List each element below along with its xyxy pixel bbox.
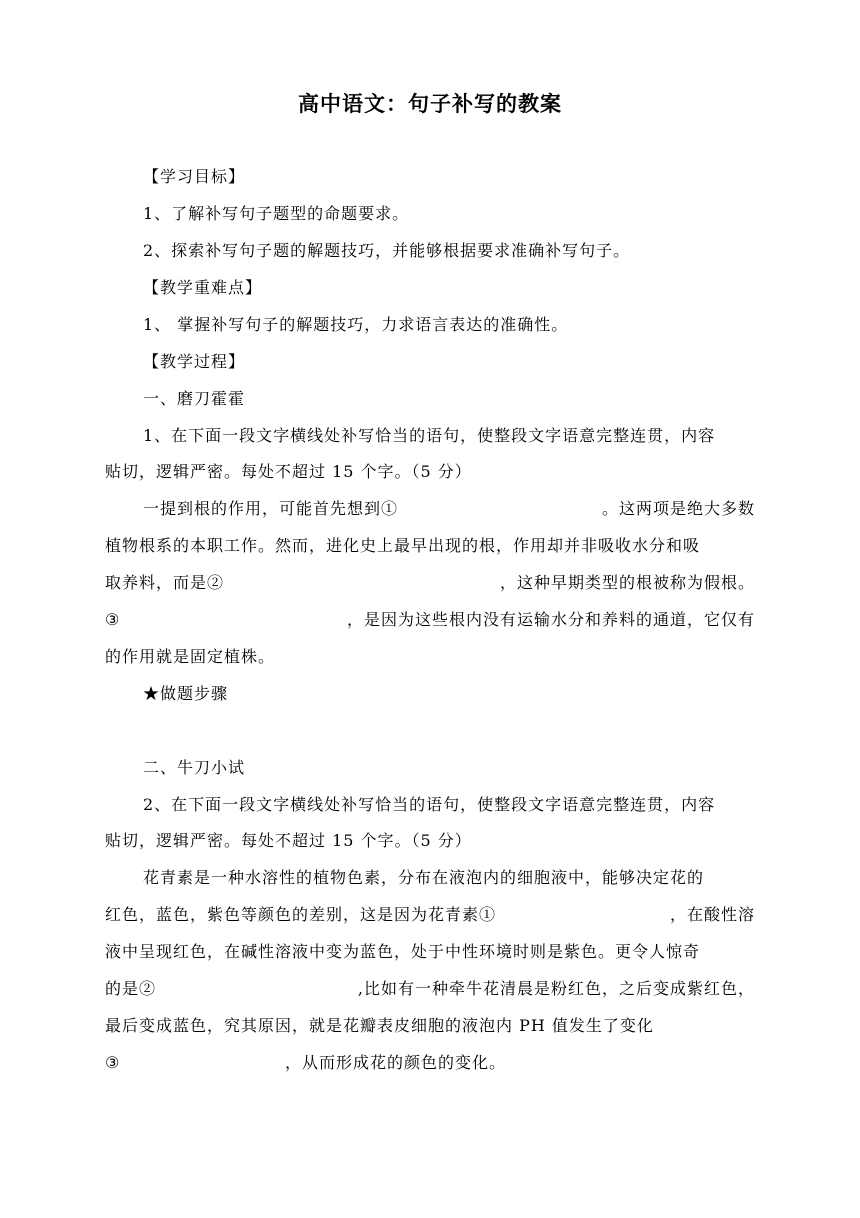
p2-line-6-text-b: ，从而形成花的颜色的变化。 [285, 1053, 507, 1072]
q2-stem-line-1: 2、在下面一段文字横线处补写恰当的语句，使整段文字语意完整连贯，内容 [143, 795, 716, 814]
p2-line-2-text-b: ，在酸性溶 [669, 905, 755, 924]
process-heading: 【教学过程】 [143, 352, 246, 371]
p2-line-5: 最后变成蓝色，究其原因，就是花瓣表皮细胞的液泡内 PH 值发生了变化 [105, 1016, 654, 1035]
p1-line-5: 的作用就是固定植株。 [105, 647, 276, 666]
p1-line-3-text-a: 取养料，而是② [105, 573, 225, 592]
p1-line-2: 植物根系的本职工作。然而，进化史上最早出现的根，作用却并非吸收水分和吸 [105, 536, 701, 555]
p2-line-6-text-a: ③ [105, 1053, 121, 1072]
p1-line-1-text-b: 。这两项是绝大多数 [601, 499, 755, 518]
p1-line-4-text-a: ③ [105, 610, 121, 629]
p2-line-2 [105, 904, 755, 926]
p2-line-4-text-b: ,比如有一种牵牛花清晨是粉红色，之后变成紫红色， [357, 979, 755, 998]
p1-line-4-text-b: ，是因为这些根内没有运输水分和养料的通道，它仅有 [346, 610, 755, 629]
p1-line-1-text-a: 一提到根的作用，可能首先想到① [143, 499, 399, 518]
part2-heading: 二、牛刀小试 [143, 758, 246, 777]
goal-1: 1、了解补写句子题型的命题要求。 [143, 204, 410, 223]
p2-line-6 [105, 1052, 755, 1074]
q2-stem-line-2: 贴切，逻辑严密。每处不超过 15 个字。（5 分） [105, 831, 472, 850]
p2-line-4-text-a: 的是② [105, 979, 157, 998]
p1-line-1 [143, 498, 755, 520]
p1-line-4 [105, 609, 755, 631]
q1-stem-line-2: 贴切，逻辑严密。每处不超过 15 个字。（5 分） [105, 462, 472, 481]
goal-2: 2、探索补写句子题的解题技巧，并能够根据要求准确补写句子。 [143, 241, 631, 260]
goals-heading: 【学习目标】 [143, 167, 246, 186]
key-1: 1、 掌握补写句子的解题技巧，力求语言表达的准确性。 [143, 315, 569, 334]
page-title: 高中语文：句子补写的教案 [298, 92, 562, 116]
q1-stem-line-1 [143, 425, 755, 447]
p1-line-3 [105, 572, 755, 594]
p2-line-1: 花青素是一种水溶性的植物色素，分布在液泡内的细胞液中，能够决定花的 [143, 868, 705, 887]
p2-line-3: 液中呈现红色，在碱性溶液中变为蓝色，处于中性环境时则是紫色。更令人惊奇 [105, 942, 701, 961]
key-heading: 【教学重难点】 [143, 278, 263, 297]
q1-stem-text-1: 1、在下面一段文字横线处补写恰当的语句，使整段文字语意完整连贯，内容 [143, 426, 716, 445]
p2-line-2-text-a: 红色，蓝色，紫色等颜色的差别，这是因为花青素① [105, 905, 497, 924]
steps-heading: ★做题步骤 [143, 684, 229, 703]
part1-heading: 一、磨刀霍霍 [143, 389, 246, 408]
p1-line-3-text-b: ，这种早期类型的根被称为假根。 [499, 573, 755, 592]
p2-line-4 [105, 978, 755, 1000]
